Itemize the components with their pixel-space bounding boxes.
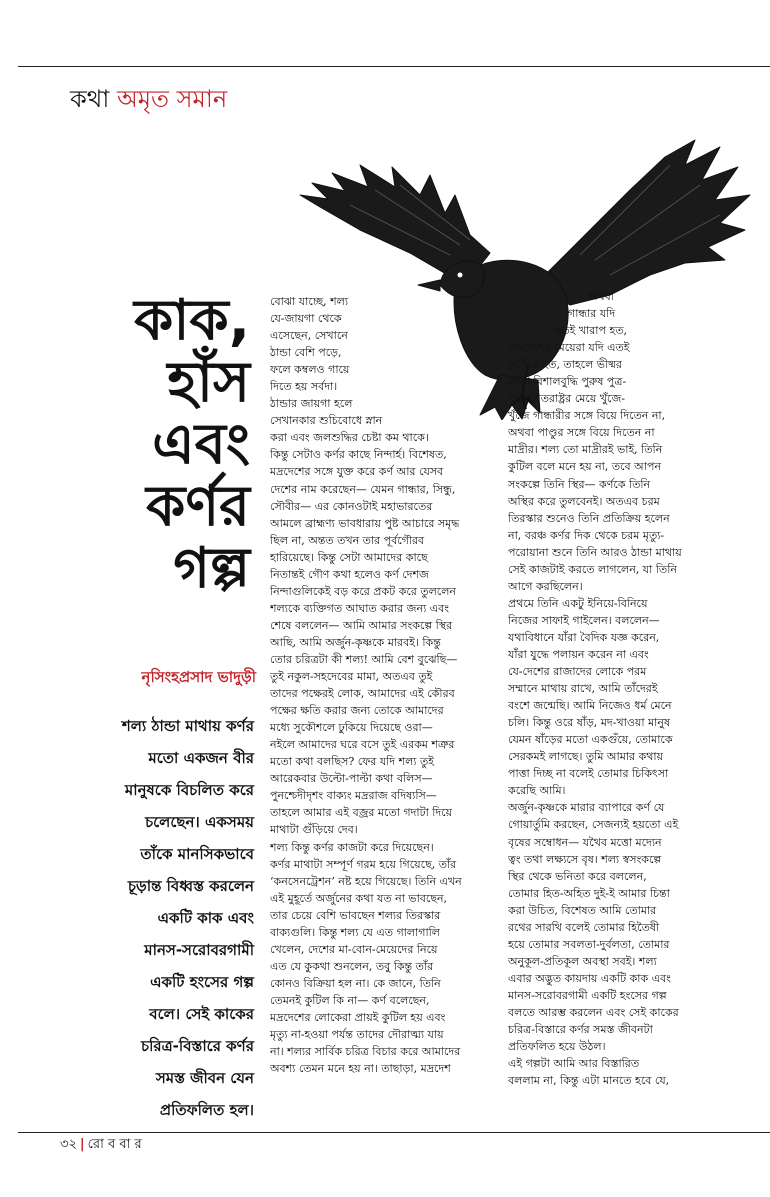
- body-text-line: মতো বিশালবুদ্ধি পুরুষ পুত্র-: [508, 375, 627, 389]
- body-text-line: পাত্তা দিচ্ছ না বলেই তোমার চিকিৎসা: [508, 767, 669, 781]
- body-text-line: স্থির থেকে ভনিতা করে বললেন,: [508, 869, 647, 883]
- body-text-line: না। শল্যর সার্বিক চরিত্র বিচার করে আমাদের: [270, 1045, 461, 1059]
- body-text-line: মধ্যে সুকৌশলে ঢুকিয়ে দিয়েছে ওরা—: [270, 721, 433, 735]
- body-text-line: আমলে ব্রাহ্মণ্য ভাবধারায় পুষ্ট আচারে সমৃদ্ধ: [270, 516, 460, 530]
- body-text-line: সম্মানে মাথায় রাখে, আমি তাঁদেরই: [508, 682, 658, 696]
- body-text-line: কোনও বিক্রিয়া হল না। কে জানে, তিনি: [270, 976, 441, 990]
- body-text-line: সৌবীর— এর কোনওটাই মহাভারতের: [270, 499, 433, 513]
- body-text-line: যথাবিধানে যাঁরা বৈদিক যজ্ঞ করেন,: [508, 630, 660, 644]
- body-text-line: যেমন ষাঁড়ের মতো একগুঁয়ে, তোমাকে: [508, 733, 673, 747]
- title-line: কাক,: [134, 288, 250, 353]
- body-text-line: কর্ণর মাথাটা সম্পূর্ণ গরম হয়ে গিয়েছে, তাঁর: [270, 857, 457, 871]
- section-name: অমৃত সমান: [116, 85, 228, 113]
- body-text-line: প্রথমে তিনি একটু ইনিয়ে-বিনিয়ে: [508, 596, 648, 610]
- body-column-1: [270, 293, 502, 1077]
- body-text-line: বংশে জন্মেছি। আমি নিজেও ধর্ম মেনে: [508, 699, 672, 713]
- title-line: হাঁস: [167, 350, 250, 415]
- body-text-line: শল্য কিন্তু কর্ণর কাজটা করে দিয়েছেন।: [270, 840, 434, 854]
- title-line: এবং: [152, 412, 250, 477]
- body-text-line: ত্বং তথা লক্ষ্যসে বৃষ। শল্য স্বসংকল্পে: [508, 852, 662, 866]
- page-footer: [60, 1136, 142, 1154]
- body-text-line: কুচরিত্র হত, তাহলে ভীষ্মর: [508, 358, 622, 372]
- body-text-line: গান্ধার যদি: [568, 307, 616, 321]
- body-text-line: গোয়ার্তুমি করছেন, সেজন্যই হয়তো এই: [508, 818, 679, 832]
- top-rule: [18, 66, 770, 67]
- body-text-line: শল্যকে ব্যক্তিগত আঘাত করার জন্য এবং: [270, 601, 449, 615]
- body-text-line: কিন্তু সেটাও কর্ণর কাছে নিন্দার্হ। বিশেষত,: [270, 448, 447, 462]
- body-text-line: আরেকবার উল্টো-পাল্টা কথা বলিস—: [270, 772, 433, 786]
- deck-line: তাঁকে মানসিকভাবে: [140, 845, 254, 863]
- body-text-line: না, বরঞ্চ কর্ণর দিক থেকে চরম মৃত্যু-: [508, 528, 665, 542]
- body-text-line: তোমার হিত-অহিত দুই-ই আমার চিন্তা: [508, 886, 670, 900]
- body-text-line: হারিয়েছে। কিন্তু সেটা আমাদের কাছে: [270, 550, 428, 564]
- body-text-line: এই মুহূর্তে অর্জুনের কথা যত না ভাবছেন,: [270, 891, 448, 905]
- body-text-line: পক্ষের ক্ষতি করার জন্য তোকে আমাদের: [270, 704, 444, 718]
- deck-line: মতো একজন বীর: [148, 749, 254, 767]
- body-text-line: ছিল না, অন্তত তখন তার পূর্বগৌরব: [270, 533, 425, 547]
- body-text-line: খুঁজে গান্ধারীর সঙ্গে বিয়ে দিতেন না,: [508, 409, 666, 423]
- body-text-line: তুই নকুল-সহদেবের মামা, অতএব তুই: [270, 670, 433, 684]
- body-text-line: মাথাটা গুঁড়িয়ে দেব।: [270, 823, 358, 837]
- deck-line: চূড়ান্ত বিধ্বস্ত করলেন: [127, 877, 254, 895]
- body-text-line: বোঝা যাচ্ছে, শল্য: [270, 295, 349, 308]
- body-text-line: নিন্দাগুলিকেই বড় করে প্রকট করে তুললেন: [270, 584, 456, 598]
- body-text-line: সংকল্পে তিনি স্থির— কর্ণকে তিনি: [508, 477, 651, 491]
- body-text-line: নিজের সাফাই গাইলেন। বললেন—: [508, 613, 660, 627]
- body-text-line: করা উচিত, বিশেষত আমি তোমার: [508, 903, 657, 917]
- body-text-line: শেষে বললেন— আমি আমার সংকল্পে স্থির: [270, 618, 453, 632]
- body-text-line: বাক্যগুলি। কিন্তু শল্য যে এত গালাগালি: [270, 925, 440, 939]
- body-text-line: আছি, আমি অর্জুন-কৃষ্ণকে মারবই। কিন্তু: [270, 635, 441, 649]
- body-text-line: তিরস্কার শুনেও তিনি প্রতিক্রিয় হলেন: [508, 511, 670, 525]
- body-text-line: ঠান্ডার জায়গা হলে: [270, 397, 353, 411]
- body-text-line: মানস-সরোবরগামী একটি হংসের গল্প: [508, 988, 667, 1002]
- section-header: [70, 84, 227, 114]
- body-text-line: দিতে হয় সর্বদা।: [270, 380, 338, 394]
- body-text-line: এবার অদ্ভুত কায়দায় একটি কাক এবং: [508, 971, 671, 985]
- publication-name: রো ব বা র: [87, 1137, 142, 1152]
- body-text-line: তাহলে আমার এই বজ্রর মতো গদাটা দিয়ে: [270, 806, 453, 820]
- deck-line: একটি কাক এবং: [157, 909, 254, 927]
- body-text-line: সেরকমই লাগছে। তুমি আমার কথায়: [508, 750, 664, 764]
- body-text-line: দেশের নাম করেছেন— যেমন গান্ধার, সিন্ধু,: [270, 482, 456, 496]
- body-text-line: চরিত্র-বিস্তারে কর্ণর সমস্ত জীবনটা: [508, 1023, 653, 1037]
- body-text-line: করেছি আমি।: [508, 784, 566, 798]
- footer-separator: |: [79, 1137, 85, 1152]
- body-text-line: ‘কনসেনট্রেশন’ নষ্ট হয়ে গিয়েছে। তিনি এখন: [270, 874, 462, 888]
- body-text-line: পরোয়ানা শুনে তিনি আরও ঠান্ডা মাথায়: [508, 545, 682, 559]
- body-text-line: মৃত্যু না-হওয়া পর্যন্ত তাদের দৌরাত্ম্য যায়: [270, 1028, 444, 1042]
- body-text-line: যে-দেশের রাজাদের লোকে পরম: [508, 665, 647, 679]
- body-text-line: অস্থির করে তুলবেনই। অতএব চরম: [508, 494, 660, 508]
- body-text-line: ফলে কম্বলও গায়ে: [270, 363, 350, 377]
- body-text-line: মাদ্রীর। শল্য তো মাদ্রীরই ভাই, তিনি: [508, 443, 663, 457]
- body-text-line: যে-জায়গা থেকে: [270, 312, 342, 326]
- title-line: কর্ণর: [146, 474, 250, 539]
- body-text-line: রথের সারথি বলেই তোমার হিতৈষী: [508, 920, 660, 934]
- body-text-line: নিতান্তই গৌণ কথা হলেও কর্ণ দেশজ: [270, 567, 429, 581]
- body-text-line: খেলেন, দেশের মা-বোন-মেয়েদের নিয়ে: [270, 942, 438, 956]
- body-text-line: নইলে আমাদের ঘরে বসে তুই এরকম শত্রুর: [270, 738, 455, 752]
- deck-line: সমস্ত জীবন যেন: [155, 1069, 254, 1087]
- body-text-line: তেমনই কুটিল কি না— কর্ণ বলেছেন,: [270, 993, 430, 1007]
- body-text-line: কুটিল বলে মনে হয় না, তবে আপন: [508, 460, 662, 474]
- section-kicker: কথা: [70, 85, 110, 113]
- page-number: ৩২: [60, 1137, 77, 1152]
- body-text-line: অর্জুন-কৃষ্ণকে মারার ব্যাপারে কর্ণ যে: [508, 801, 665, 815]
- body-text-line: অনুকূল-প্রতিকূল অবস্থা সবই। শল্য: [508, 954, 657, 968]
- body-text-line: মদ্রদেশের লোকেরা প্রায়ই কুটিল হয় এবং: [270, 1010, 446, 1024]
- body-text-line: সমান ধৃতরাষ্ট্রর মেয়ে খুঁজে-: [508, 392, 626, 406]
- body-text-line: প্রতিফলিত হয়ে উঠল।: [508, 1040, 606, 1054]
- body-text-line: হয়ে তোমার সবলতা-দুর্বলতা, তোমার: [508, 937, 670, 951]
- article-title: [60, 290, 250, 600]
- body-text-line: তোর চরিত্রটা কী শল্য! আমি বেশ বুঝেছি—: [270, 652, 458, 666]
- deck-line: শল্য ঠান্ডা মাথায় কর্ণর: [121, 717, 254, 735]
- body-text-line: সে-দেশের মেয়েরা যদি এতই: [508, 341, 630, 355]
- body-text-line: বলতে আরম্ভ করলেন এবং সেই কাকের: [508, 1005, 679, 1019]
- body-text-line: মদ্রদেশের সঙ্গে যুক্ত করে কর্ণ আর যেসব: [270, 465, 444, 479]
- body-text-line: তাদের পক্ষেরই লোক, আমাদের এই কৌরব: [270, 687, 455, 701]
- body-text-line: বৃষের সম্বোধন— যথৈব মত্তো মদ্যেন: [508, 835, 662, 849]
- author-byline: নৃসিংহপ্রসাদ ভাদুড়ী: [141, 668, 256, 686]
- body-text-line: সেখানকার শুচিবোধে স্নান: [270, 414, 383, 428]
- deck-line: মানস-সরোবরগামী: [144, 941, 254, 959]
- title-line: গল্প: [173, 536, 250, 601]
- body-text-line: এত যে কুকথা শুনলেন, তবু কিন্তু তাঁর: [270, 959, 434, 973]
- body-text-line: করা এবং জলশুদ্ধির চেষ্টা কম থাকে।: [270, 431, 429, 445]
- deck-line: চরিত্র-বিস্তারে কর্ণর: [141, 1037, 254, 1055]
- deck-line: একটি হংসের গল্প: [150, 973, 254, 991]
- body-text-line: মতো কথা বলছিস? ফের যদি শল্য তুই: [270, 755, 434, 769]
- body-text-line: এই গল্পটা আমি আর বিস্তারিত: [508, 1057, 640, 1071]
- body-text-line: অথবা: [588, 290, 614, 303]
- body-text-line: ঠান্ডা বেশি পড়ে,: [270, 346, 342, 360]
- body-text-line: তার চেয়ে বেশি ভাবছেন শল্যর তিরস্কার: [270, 908, 441, 922]
- bottom-rule: [18, 1132, 770, 1133]
- body-text-line: সেই কাজটাই করতে লাগলেন, যা তিনি: [508, 562, 677, 576]
- body-column-2: [508, 288, 760, 1089]
- body-text-line: বললাম না, কিন্তু এটা মানতে হবে যে,: [508, 1074, 670, 1088]
- body-text-line: আগে করছিলেন।: [508, 579, 583, 593]
- deck-summary: [64, 710, 254, 1126]
- body-text-line: যাঁরা যুদ্ধে পলায়ন করেন না এবং: [508, 647, 649, 661]
- deck-line: প্রতিফলিত হল।: [159, 1101, 254, 1119]
- body-text-line: এসেছেন, সেখানে: [270, 329, 348, 343]
- deck-line: মানুষকে বিচলিত করে: [124, 781, 254, 799]
- body-text-line: অথবা পাণ্ডুর সঙ্গে বিয়ে দিতেন না: [508, 426, 655, 440]
- deck-line: চলেছেন। একসময়: [145, 813, 254, 831]
- deck-line: বলে। সেই কাকের: [149, 1005, 254, 1023]
- body-text-line: অবশ্য তেমন মনে হয় না। তাছাড়া, মদ্রদেশ: [270, 1062, 451, 1076]
- body-text-line: পুনশ্চেদীদৃশং বাক্যং মদ্ররাজ বদিষ্যসি—: [270, 789, 437, 803]
- body-text-line: এতই খারাপ হত,: [553, 324, 627, 338]
- body-text-line: চলি। কিন্তু ওরে ষাঁড়, মদ-খাওয়া মানুষ: [508, 716, 671, 730]
